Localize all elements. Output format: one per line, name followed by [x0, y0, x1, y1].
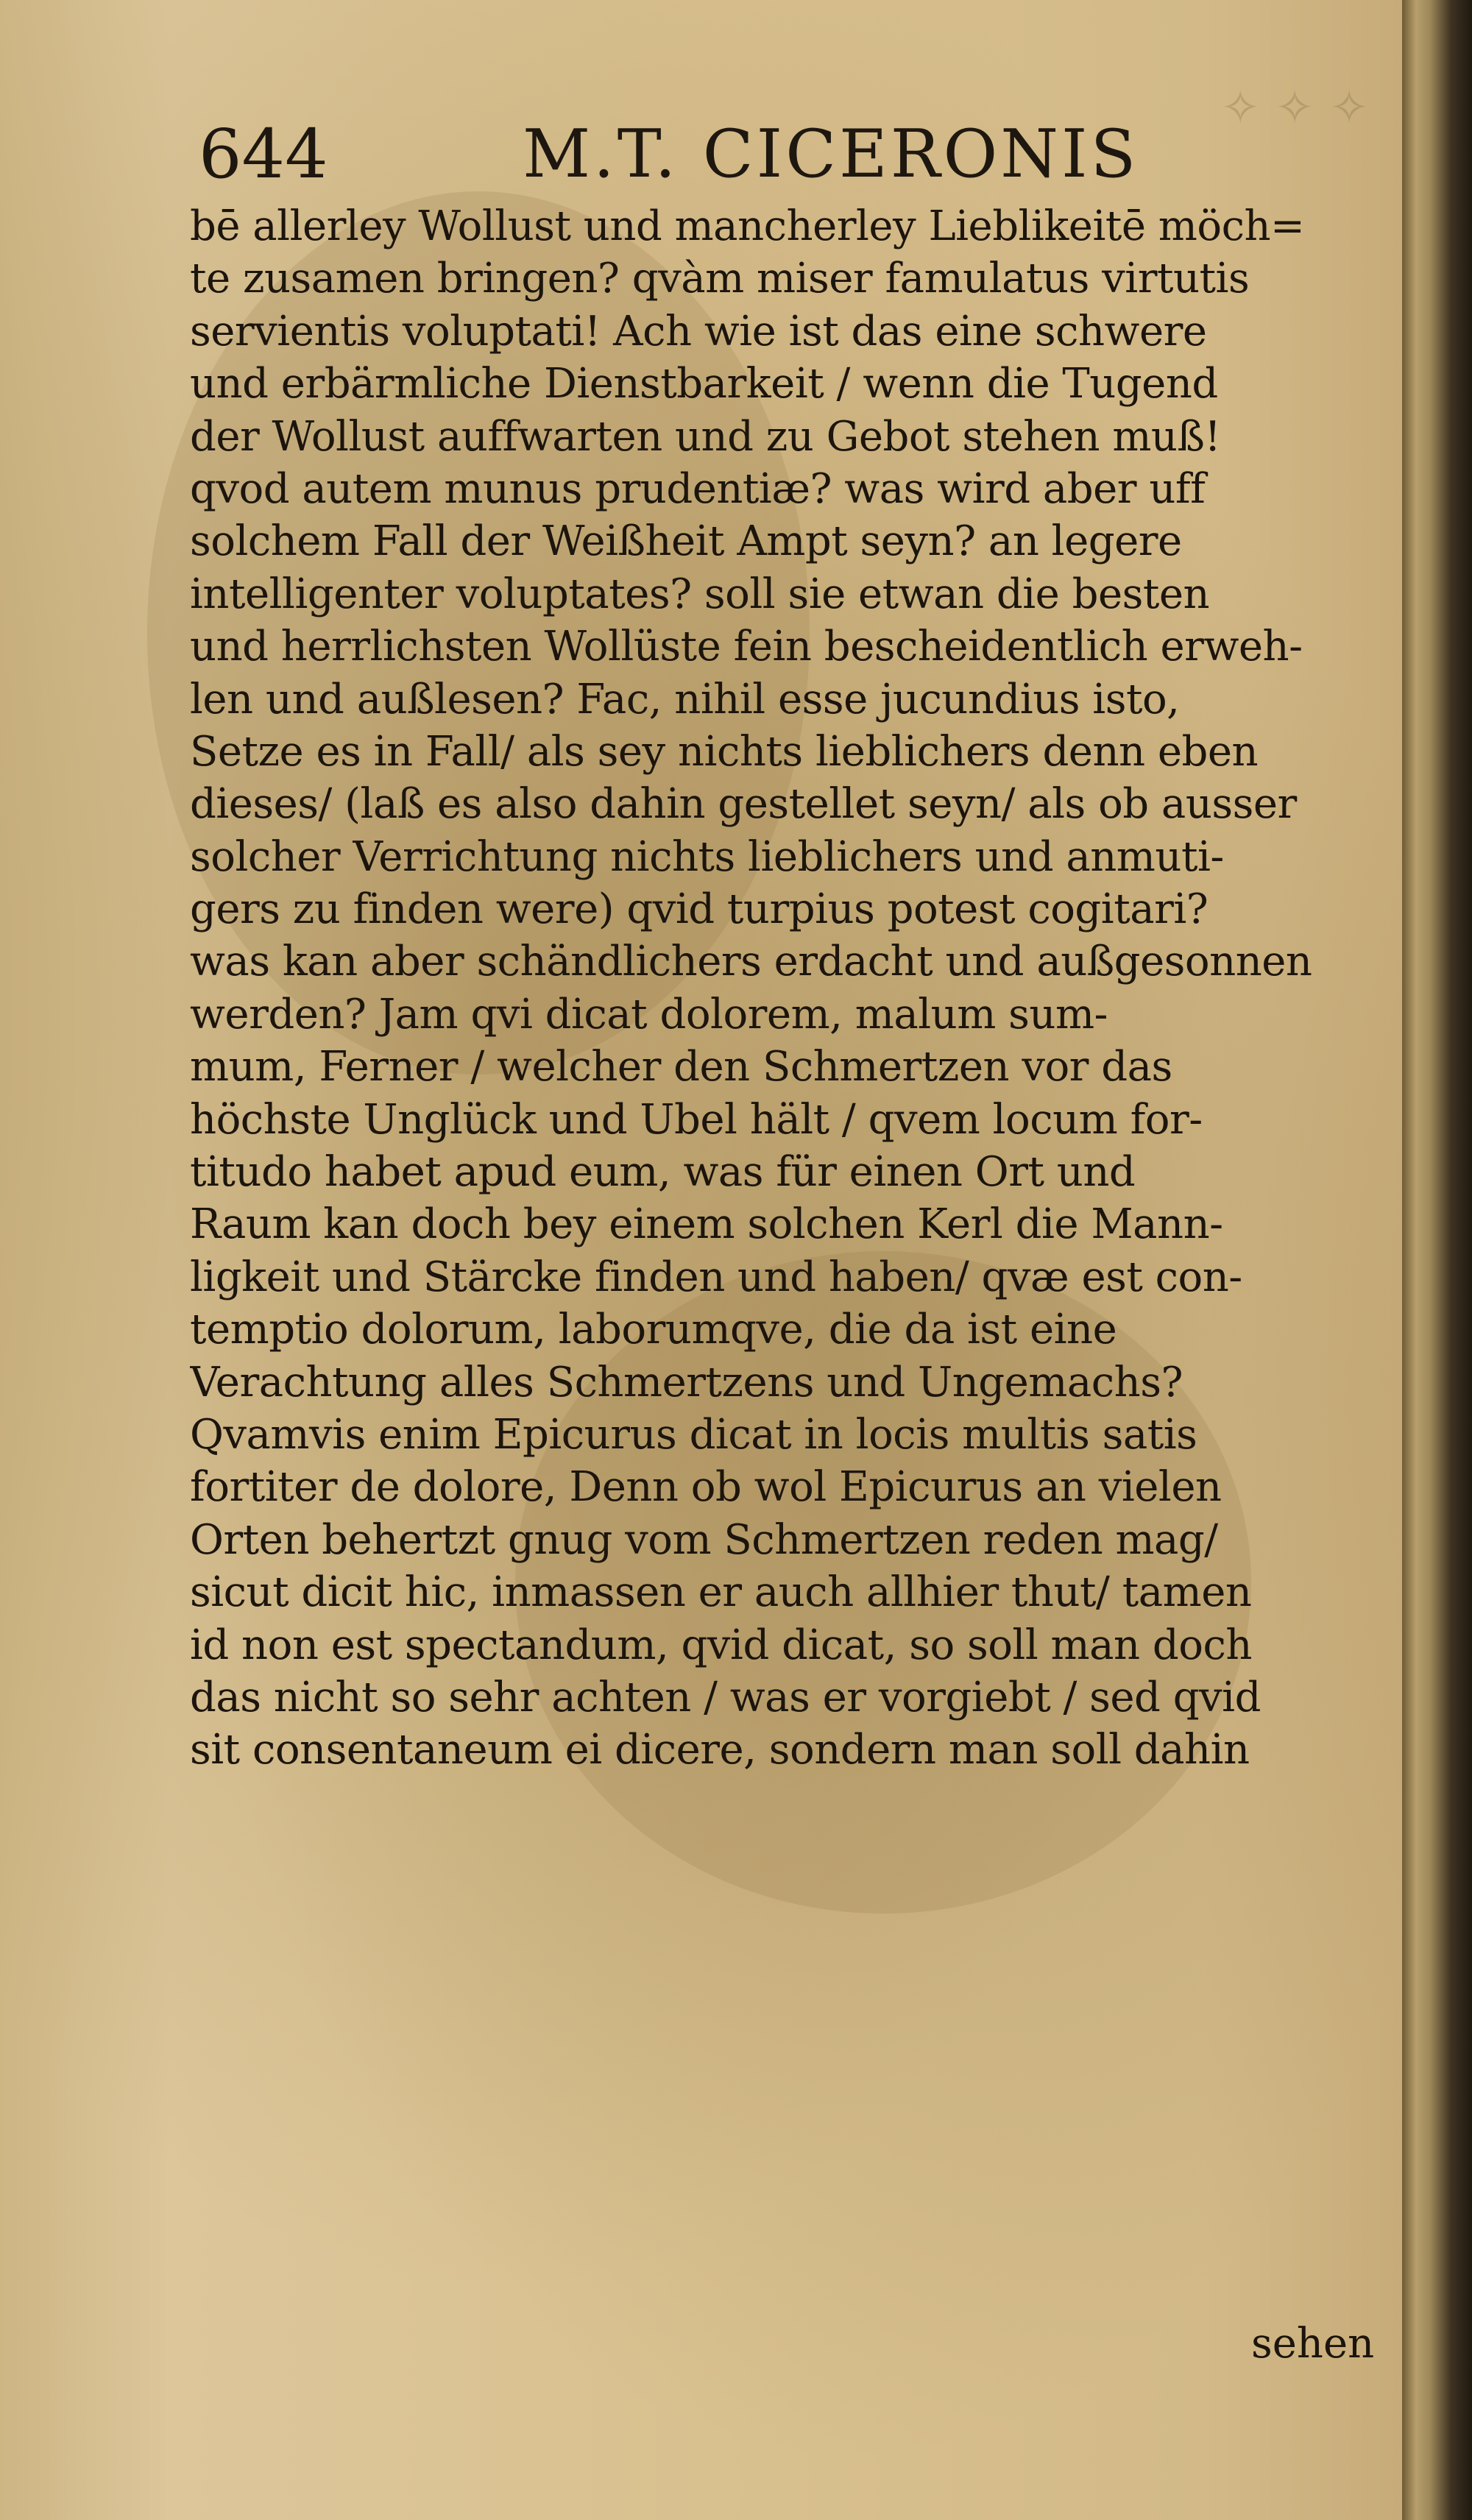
page-header [199, 110, 1139, 199]
text-line: höchste Unglück und Ubel hält / qvem locum for- [190, 1095, 1203, 1144]
text-line: gers zu finden were) qvid turpius potest cogitari? [190, 885, 1209, 934]
text-line: temptio dolorum, laborumqve, die da ist eine [190, 1306, 1117, 1354]
text-line: sicut dicit hic, inmassen er auch allhier thut/ tamen [190, 1568, 1252, 1617]
text-line: und erbärmliche Dienstbarkeit / wenn die Tugend [190, 360, 1218, 408]
catchword: sehen [1251, 2320, 1375, 2368]
page-number: 644 [199, 115, 328, 194]
text-line: id non est spectandum, qvid dicat, so soll man doch [190, 1621, 1252, 1669]
text-line: was kan aber schändlichers erdacht und außgesonnen [190, 938, 1312, 986]
text-line: intelligenter voluptates? soll sie etwan die besten [190, 570, 1210, 618]
text-line: werden? Jam qvi dicat dolorem, malum sum- [190, 990, 1108, 1038]
text-line: qvod autem munus prudentiæ? was wird aber uff [190, 464, 1206, 513]
text-line: bē allerley Wollust und mancherley Lieblikeitē möch= [190, 202, 1305, 250]
text-line: solchem Fall der Weißheit Ampt seyn? an legere [190, 517, 1182, 566]
text-line: das nicht so sehr achten / was er vorgiebt / sed qvid [190, 1673, 1261, 1721]
text-line: ligkeit und Stärcke finden und haben/ qvæ est con- [190, 1253, 1242, 1301]
text-line: len und außlesen? Fac, nihil esse jucundius isto, [190, 675, 1180, 723]
running-head: M.T. CICERONIS [523, 116, 1139, 193]
show-through-text: ✧ ✧ ✧ [1220, 81, 1369, 135]
text-line: te zusamen bringen? qvàm miser famulatus virtutis [190, 255, 1250, 303]
text-line: Raum kan doch bey einem solchen Kerl die Mann- [190, 1200, 1223, 1249]
text-line: titudo habet apud eum, was für einen Ort und [190, 1148, 1136, 1197]
text-line: und herrlichsten Wollüste fein bescheidentlich erweh- [190, 623, 1303, 671]
text-line: Verachtung alles Schmertzens und Ungemachs? [190, 1358, 1183, 1406]
text-line: sit consentaneum ei dicere, sondern man soll dahin [190, 1726, 1250, 1774]
text-line: Qvamvis enim Epicurus dicat in locis multis satis [190, 1410, 1197, 1459]
text-line: solcher Verrichtung nichts lieblichers und anmuti- [190, 832, 1224, 881]
text-line: dieses/ (laß es also dahin gestellet seyn/ als ob ausser [190, 780, 1297, 829]
text-line: servientis voluptati! Ach wie ist das eine schwere [190, 307, 1207, 355]
text-line: mum, Ferner / welcher den Schmertzen vor das [190, 1043, 1172, 1091]
book-gutter-edge [1402, 0, 1472, 2520]
text-line: der Wollust auffwarten und zu Gebot stehen muß! [190, 412, 1221, 461]
text-line: fortiter de dolore, Denn ob wol Epicurus an vielen [190, 1463, 1222, 1512]
text-line: Setze es in Fall/ als sey nichts lieblichers denn eben [190, 727, 1259, 776]
body-text [190, 200, 1397, 1777]
text-line: Orten behertzt gnug vom Schmertzen reden mag/ [190, 1515, 1218, 1564]
